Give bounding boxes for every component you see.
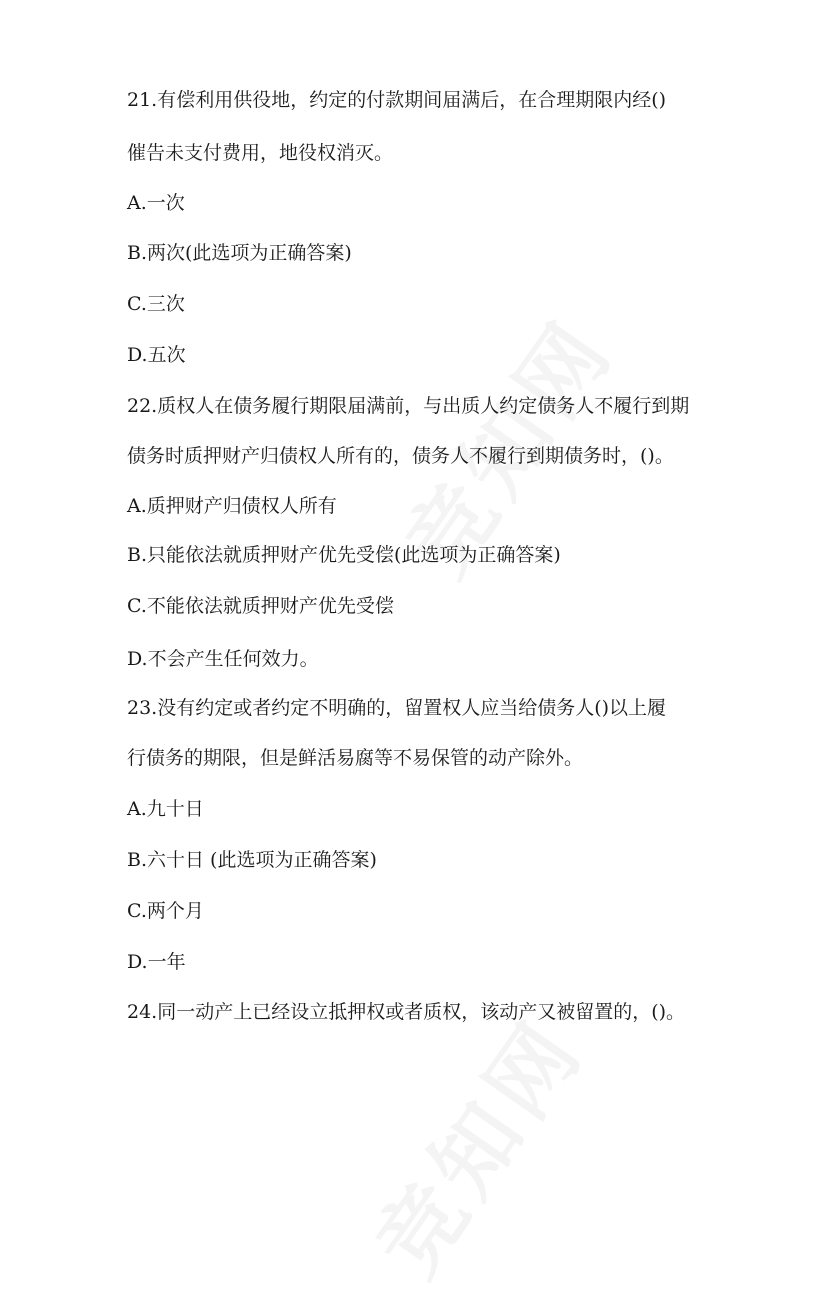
question-22-option-d: D.不会产生任何效力。	[127, 648, 319, 670]
question-22-stem-line-2: 债务时质押财产归债权人所有的，债务人不履行到期债务时，()。	[127, 445, 674, 467]
question-22-stem-line-1: 22.质权人在债务履行期限届满前，与出质人约定债务人不履行到期	[127, 395, 690, 417]
question-23-stem-line-2: 行债务的期限，但是鲜活易腐等不易保管的动产除外。	[127, 747, 584, 769]
question-23-option-c: C.两个月	[127, 900, 204, 922]
question-21-option-b: B.两次(此选项为正确答案)	[127, 242, 352, 264]
question-23-option-d: D.一年	[127, 951, 186, 973]
question-21-option-c: C.三次	[127, 293, 185, 315]
question-21-stem-line-1: 21.有偿利用供役地，约定的付款期间届满后，在合理期限内经()	[127, 89, 667, 111]
question-24-stem-line-1: 24.同一动产上已经设立抵押权或者质权，该动产又被留置的，()。	[127, 1001, 686, 1023]
question-23-option-a: A.九十日	[127, 798, 204, 820]
question-21-stem-line-2: 催告未支付费用，地役权消灭。	[127, 142, 394, 164]
question-22-option-c: C.不能依法就质押财产优先受偿	[127, 595, 394, 617]
question-21-option-a: A.一次	[127, 192, 185, 214]
question-22-option-b: B.只能依法就质押财产优先受偿(此选项为正确答案)	[127, 544, 561, 566]
question-23-option-b: B.六十日 (此选项为正确答案)	[127, 849, 377, 871]
question-23-stem-line-1: 23.没有约定或者约定不明确的，留置权人应当给债务人()以上履	[127, 697, 667, 719]
question-22-option-a: A.质押财产归债权人所有	[127, 495, 337, 517]
watermark	[341, 988, 608, 1295]
question-21-option-d: D.五次	[127, 344, 186, 366]
